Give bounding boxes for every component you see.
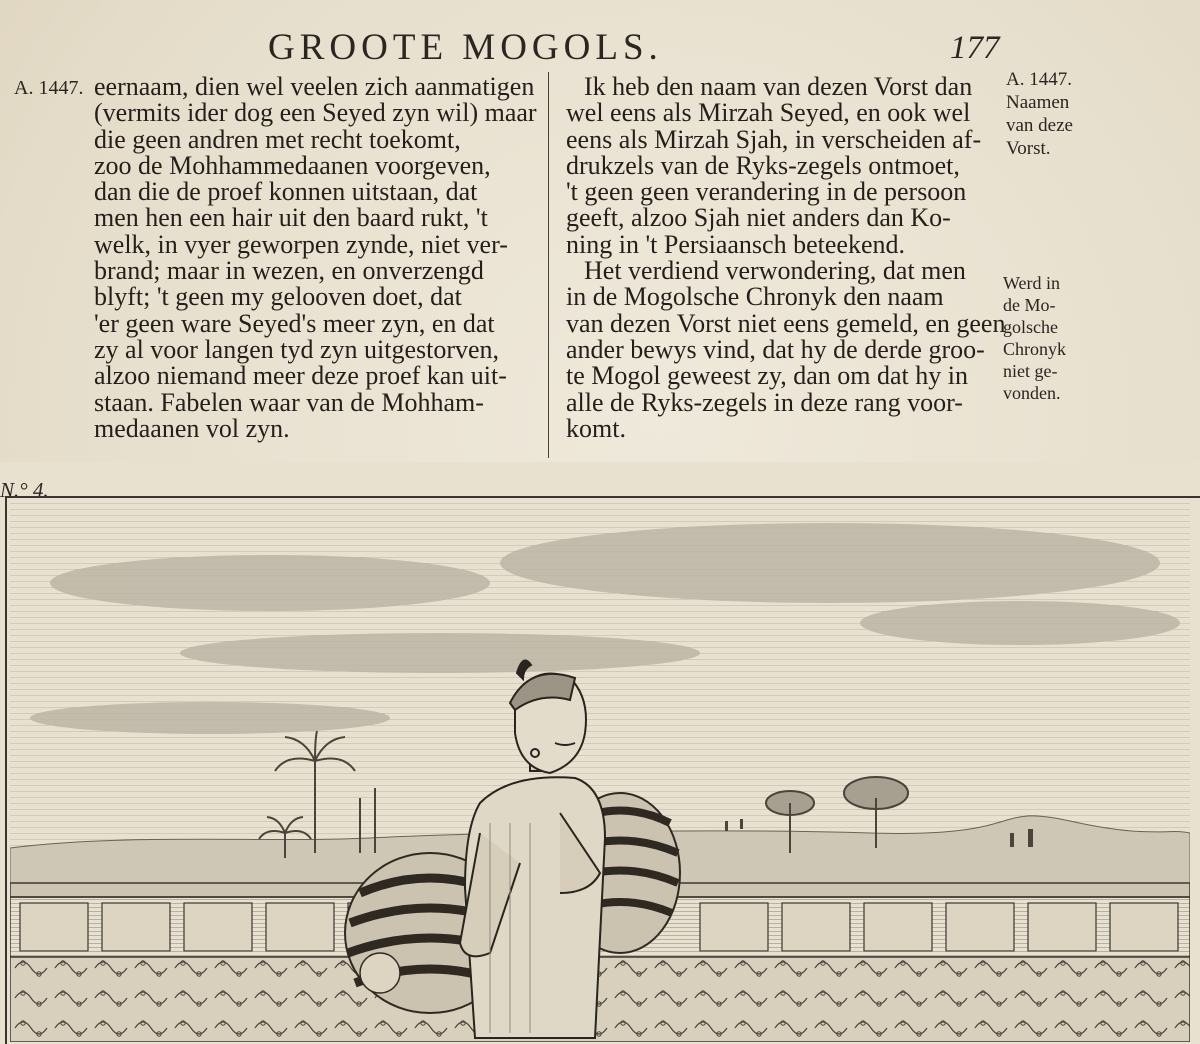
text-line: eens als Mirzah Sjah, in verscheiden af- <box>566 124 982 154</box>
text-line: (vermits ider dog een Seyed zyn wil) maar <box>94 98 537 128</box>
text-line: te Mogol geweest zy, dan om dat hy in <box>566 361 968 391</box>
text-line: van dezen Vorst niet eens gemeld, en geen <box>566 308 1006 338</box>
text-line: ning in 't Persiaansch beteekend. <box>566 229 905 259</box>
text-line: 't geen geen verandering in de persoon <box>566 177 967 207</box>
text-line: Het verdiend verwondering, dat men <box>584 256 966 286</box>
text-line: men hen een hair uit den baard rukt, 't <box>94 203 488 233</box>
text-line: 'er geen ware Seyed's meer zyn, en dat <box>94 308 495 338</box>
engraving-illustration <box>10 503 1190 1042</box>
column-divider <box>548 72 549 458</box>
text-line: staan. Fabelen waar van de Mohham- <box>94 387 484 417</box>
text-line: die geen andren met recht toekomt, <box>94 124 461 154</box>
margin-line: golsche <box>1003 317 1058 337</box>
margin-line: Chronyk <box>1003 339 1066 359</box>
margin-line: Werd in <box>1003 273 1061 293</box>
margin-line: van deze <box>1006 115 1073 136</box>
text-line: drukzels van de Ryks-zegels ontmoet, <box>566 150 960 180</box>
page-header <box>0 26 1200 74</box>
right-margin-note-names <box>1006 68 1196 160</box>
text-line: medaanen vol zyn. <box>94 413 290 443</box>
left-margin-year: A. 1447. <box>14 77 84 99</box>
margin-line: Naamen <box>1006 92 1070 113</box>
running-title: GROOTE MOGOLS. <box>268 27 663 68</box>
text-line: geeft, alzoo Sjah niet anders dan Ko- <box>566 203 951 233</box>
text-line: Ik heb den naam van dezen Vorst dan <box>584 72 973 101</box>
text-line: ander bewys vind, dat hy de derde groo- <box>566 334 985 364</box>
text-line: alle de Ryks-zegels in deze rang voor- <box>566 387 963 417</box>
text-line: komt. <box>566 413 626 443</box>
text-line: zy al voor langen tyd zyn uitgestorven, <box>94 334 500 364</box>
text-line: zoo de Mohhammedaanen voorgeven, <box>94 150 491 180</box>
margin-line: vonden. <box>1003 383 1061 403</box>
margin-line: Vorst. <box>1006 138 1051 159</box>
right-margin-note-chronicle <box>1003 272 1193 404</box>
text-line: eernaam, dien wel veelen zich aanmatigen <box>94 72 535 101</box>
text-line: alzoo niemand meer deze proef kan uit- <box>94 361 507 391</box>
text-line: welk, in vyer geworpen zynde, niet ver- <box>94 229 508 259</box>
text-column-left <box>94 74 544 442</box>
plate-label: N.° 4. <box>0 478 49 502</box>
text-line: blyft; 't geen my gelooven doet, dat <box>94 282 462 312</box>
text-line: dan die de proef konnen uitstaan, dat <box>94 177 478 207</box>
text-line: brand; maar in wezen, en onverzengd <box>94 256 484 286</box>
margin-line: de Mo- <box>1003 295 1056 315</box>
text-line: wel eens als Mirzah Seyed, en ook wel <box>566 98 971 128</box>
text-column-right <box>566 74 1006 442</box>
margin-line: niet ge- <box>1003 361 1058 381</box>
ornamental-frieze <box>10 957 1190 1042</box>
text-line: in de Mogolsche Chronyk den naam <box>566 282 944 312</box>
margin-line: A. 1447. <box>1006 69 1072 90</box>
page-number: 177 <box>950 30 1000 66</box>
